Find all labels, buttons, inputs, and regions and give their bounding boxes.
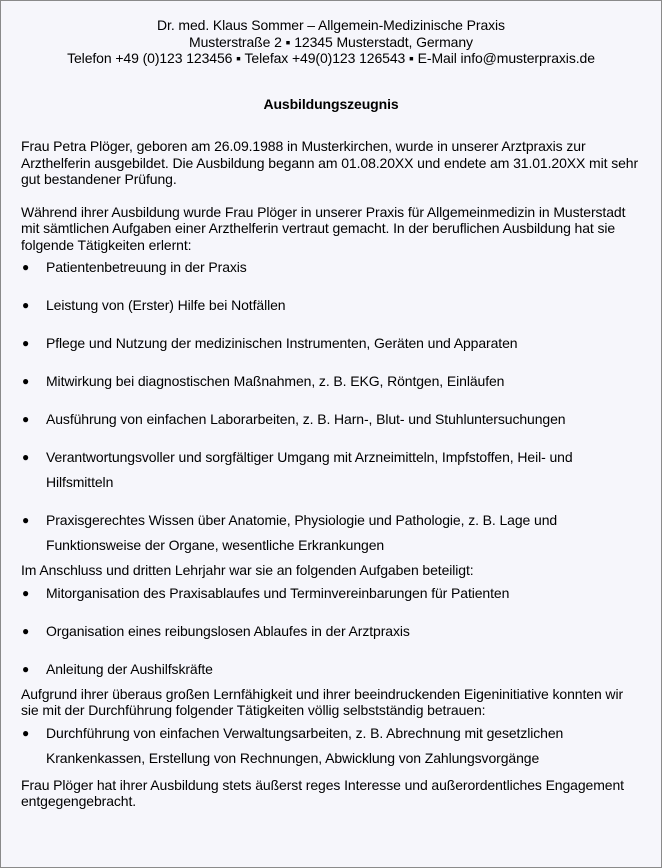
bullet-icon: ● (22, 623, 30, 638)
list-item (21, 721, 641, 771)
bullet-icon: ● (22, 260, 30, 274)
duties-intro-paragraph: Während ihrer Ausbildung wurde Frau Plöger in unserer Praxis für Allgemeinmedizin in Musterstadt mit sämtlichen Aufgaben einer Arzthelferin vertraut gemacht. In der beruflichen Ausbildung hat sie folgende Tätigkeiten erlernt: (21, 203, 626, 253)
bullet-icon: ● (22, 725, 30, 740)
bullet-icon: ● (22, 412, 30, 426)
bullet-icon: ● (22, 298, 30, 312)
bullet-icon: ● (22, 585, 30, 600)
list-item-text: Ausführung von einfachen Laborarbeiten, z. B. Harn-, Blut- und Stuhluntersuchungen (46, 411, 566, 427)
bullet-icon: ● (22, 661, 30, 676)
letterhead-practice-name: Dr. med. Klaus Sommer – Allgemein-Medizinische Praxis (157, 17, 505, 33)
third-year-list (21, 581, 641, 682)
list-item-text: Organisation eines reibungslosen Ablaufes in der Arztpraxis (46, 622, 410, 639)
list-item (21, 657, 641, 682)
list-item (21, 293, 641, 318)
list-item-text: Mitwirkung bei diagnostischen Maßnahmen, z. B. EKG, Röntgen, Einläufen (46, 373, 505, 389)
list-item-text: Anleitung der Aushilfskräfte (46, 660, 213, 677)
list-item-text: Patientenbetreuung in der Praxis (46, 259, 247, 275)
list-item (21, 369, 641, 394)
closing-paragraph: Frau Plöger hat ihrer Ausbildung stets äußerst reges Interesse und außerordentliches Engagement entgegengebracht. (21, 776, 624, 809)
list-item (21, 581, 641, 606)
list-item (21, 331, 641, 356)
letterhead-contact: Telefon +49 (0)123 123456 ▪ Telefax +49(0)123 126543 ▪ E-Mail info@musterpraxis.de (67, 50, 595, 66)
list-item-text: Praxisgerechtes Wissen über Anatomie, Physiologie und Pathologie, z. B. Lage und Funktionsweise der Organe, wesentliche Erkrankungen (46, 512, 558, 553)
list-item (21, 407, 641, 432)
bullet-icon: ● (22, 374, 30, 388)
independent-list (21, 721, 641, 771)
list-item-text: Leistung von (Erster) Hilfe bei Notfällen (46, 297, 286, 313)
third-year-intro-paragraph: Im Anschluss und dritten Lehrjahr war sie an folgenden Aufgaben beteiligt: (21, 562, 474, 578)
bullet-icon: ● (22, 450, 30, 464)
list-item-text: Pflege und Nutzung der medizinischen Instrumenten, Geräten und Apparaten (46, 335, 518, 351)
independent-intro-paragraph: Aufgrund ihrer überaus großen Lernfähigkeit und ihrer beeindruckenden Eigeninitiative konnten wir sie mit der Durchführung folgender Tätigkeiten völlig selbstständig betrauen: (21, 685, 624, 718)
list-item (21, 508, 641, 558)
list-item-text: Mitorganisation des Praxisablaufes und Terminvereinbarungen für Patienten (46, 584, 510, 601)
duties-list (21, 255, 641, 558)
list-item-text: Verantwortungsvoller und sorgfältiger Umgang mit Arzneimitteln, Impfstoffen, Heil- und Hilfsmitteln (46, 449, 573, 490)
list-item (21, 619, 641, 644)
intro-paragraph: Frau Petra Plöger, geboren am 26.09.1988 in Musterkirchen, wurde in unserer Arztpraxis zur Arzthelferin ausgebildet. Die Ausbildung begann am 01.08.20XX und endete am 31.01.20XX mit sehr gut bestandener Prüfung. (21, 138, 639, 187)
document-title: Ausbildungszeugnis (263, 95, 399, 112)
list-item-text: Durchführung von einfachen Verwaltungsarbeiten, z. B. Abrechnung mit gesetzlichen Krankenkassen, Erstellung von Rechnungen, Abwicklung von Zahlungsvorgänge (46, 724, 564, 766)
letterhead-address: Musterstraße 2 ▪ 12345 Musterstadt, Germany (189, 33, 473, 50)
bullet-icon: ● (22, 336, 30, 350)
list-item (21, 255, 641, 280)
list-item (21, 445, 641, 495)
bullet-icon: ● (22, 513, 30, 527)
letterhead (21, 17, 641, 67)
